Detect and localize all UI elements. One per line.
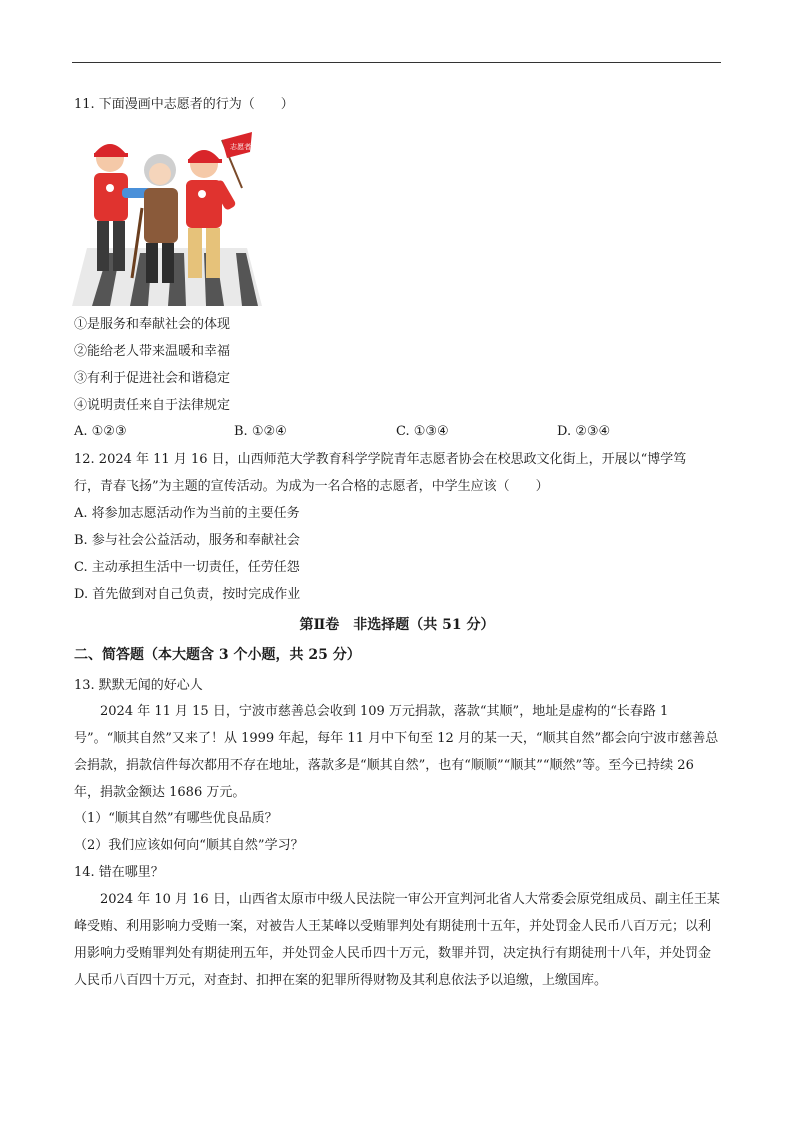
q14-title: 14. 错在哪里？: [74, 865, 164, 880]
q13-title: 13. 默默无闻的好心人: [74, 678, 203, 693]
section-2-title: 第Ⅱ卷 非选择题（共 51 分）: [299, 617, 495, 633]
q11-option-c: C. ①③④: [396, 424, 449, 439]
flag-text: 志愿者: [230, 143, 251, 151]
header-rule: [72, 62, 721, 63]
q11-option-b: B. ①②④: [234, 424, 287, 439]
q11-statement-2: ②能给老人带来温暖和幸福: [74, 344, 231, 359]
q13-subquestion-2: （2）我们应该如何向“顺其自然”学习？: [74, 838, 304, 853]
part-2-heading: 二、简答题（本大题含 3 个小题，共 25 分）: [74, 647, 361, 663]
q11-option-d: D. ②③④: [557, 424, 611, 439]
q12-stem-line2: 行，青春飞扬”为主题的宣传活动。为成为一名合格的志愿者，中学生应该（ ）: [74, 479, 549, 494]
q12-option-a: A. 将参加志愿活动作为当前的主要任务: [74, 506, 300, 521]
q13-subquestion-1: （1）“顺其自然”有哪些优良品质？: [74, 811, 278, 826]
volunteer-cartoon-illustration: [72, 128, 262, 306]
q11-statement-1: ①是服务和奉献社会的体现: [74, 317, 231, 332]
q11-stem: 11. 下面漫画中志愿者的行为（ ）: [74, 97, 294, 112]
q11-option-a: A. ①②③: [74, 424, 127, 439]
q13-paragraph: 2024 年 11 月 15 日，宁波市慈善总会收到 109 万元捐款，落款“其顺”，地址是虚构的“长春路 1 号”。“顺其自然”又来了！从 1999 年起，每年 11 月中下旬至 12 月的某一天，“顺其自然”都会向宁波市慈善总会捐款，捐款信件每次都用不存在地址，落款多是“顺其自然”，也有“顺顺”“顺其”“顺然”等。至今已持续 26 年，捐款金额达 1686 万元。: [74, 704, 719, 800]
q12-option-c: C. 主动承担生活中一切责任，任劳任怨: [74, 560, 300, 575]
q11-statement-3: ③有利于促进社会和谐稳定: [74, 371, 231, 386]
q12-stem-line1: 12. 2024 年 11 月 16 日，山西师范大学教育科学学院青年志愿者协会在校思政文化街上，开展以“博学笃: [74, 452, 687, 467]
q12-option-b: B. 参与社会公益活动，服务和奉献社会: [74, 533, 300, 548]
q11-statement-4: ④说明责任来自于法律规定: [74, 398, 231, 413]
q14-paragraph: 2024 年 10 月 16 日，山西省太原市中级人民法院一审公开宣判河北省人大常委会原党组成员、副主任王某峰受贿、利用影响力受贿一案，对被告人王某峰以受贿罪判处有期徒刑十五年，并处罚金人民币八百万元；以利用影响力受贿罪判处有期徒刑五年，并处罚金人民币四十万元，数罪并罚，决定执行有期徒刑十八年，并处罚金人民币八百四十万元，对查封、扣押在案的犯罪所得财物及其利息依法予以追缴，上缴国库。: [74, 892, 720, 988]
q12-option-d: D. 首先做到对自己负责，按时完成作业: [74, 587, 301, 602]
